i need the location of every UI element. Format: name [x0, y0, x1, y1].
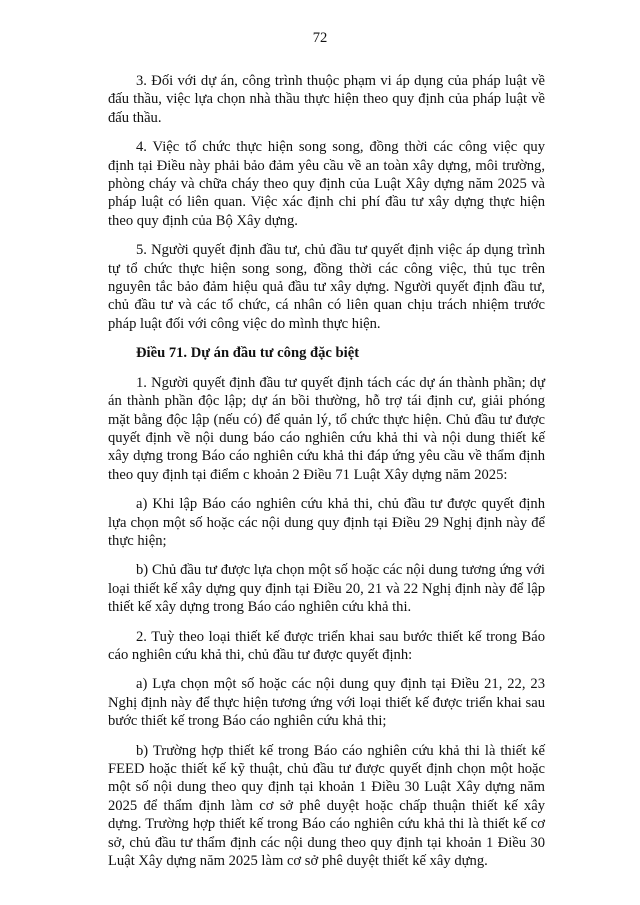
paragraph-clause-3: 3. Đối với dự án, công trình thuộc phạm vi áp dụng của pháp luật về đấu thầu, việc lựa chọn nhà thầu thực hiện theo quy định của pháp luật về đấu thầu. [108, 73, 545, 126]
page-number: 72 [312, 30, 328, 46]
paragraph-clause-2-point-b: b) Trường hợp thiết kế trong Báo cáo nghiên cứu khả thi là thiết kế FEED hoặc thiết kế kỹ thuật, chủ đầu tư được quyết định chọn một hoặc một số nội dung theo quy định tại khoản 1 Điều 30 Luật Xây dựng năm 2025 để thẩm định làm cơ sở phê duyệt hoặc chấp thuận thiết kế xây dựng. Trường hợp thiết kế trong Báo cáo nghiên cứu khả thi là thiết kế cơ sở, chủ đầu tư thẩm định các nội dung theo quy định tại khoản 1 Điều 30 Luật Xây dựng năm 2025 làm cơ sở phê duyệt thiết kế xây dựng. [108, 742, 545, 870]
paragraph-clause-1-point-a: a) Khi lập Báo cáo nghiên cứu khả thi, chủ đầu tư được quyết định lựa chọn một số hoặc các nội dung quy định tại Điều 29 Nghị định này để thực hiện; [108, 496, 545, 549]
paragraph-clause-1-point-b: b) Chủ đầu tư được lựa chọn một số hoặc các nội dung tương ứng với loại thiết kế xây dựng quy định tại Điều 20, 21 và 22 Nghị định này để lập thiết kế xây dựng trong Báo cáo nghiên cứu khả thi. [108, 562, 545, 616]
paragraph-article-71-clause-1: 1. Người quyết định đầu tư quyết định tách các dự án thành phần; dự án thành phần độc lập; dự án bồi thường, hỗ trợ tái định cư, giải phóng mặt bằng độc lập (nếu có) để quản lý, tổ chức thực hiện. Chủ đầu tư được quyết định về nội dung báo cáo nghiên cứu khả thi và nội dung thiết kế xây dựng trong Báo cáo nghiên cứu khả thi đáp ứng yêu cầu về thẩm định theo quy định tại điểm c khoản 2 Điều 71 Luật Xây dựng năm 2025: [108, 374, 545, 483]
page-content [108, 72, 545, 881]
paragraph-clause-4: 4. Việc tổ chức thực hiện song song, đồng thời các công việc quy định tại Điều này phải bảo đảm yêu cầu về an toàn xây dựng, môi trường, phòng cháy và chữa cháy theo quy định của Luật Xây dựng năm 2025 và pháp luật có liên quan. Việc xác định chi phí đầu tư xây dựng thực hiện theo quy định của Bộ Xây dựng. [108, 139, 545, 229]
paragraph-clause-2-point-a: a) Lựa chọn một số hoặc các nội dung quy định tại Điều 21, 22, 23 Nghị định này để thực hiện tương ứng với loại thiết kế được triển khai sau bước thiết kế trong Báo cáo nghiên cứu khả thi; [108, 676, 545, 730]
paragraph-clause-5: 5. Người quyết định đầu tư, chủ đầu tư quyết định việc áp dụng trình tự tổ chức thực hiện song song, đồng thời các công việc, thủ tục trên nguyên tắc bảo đảm hiệu quả đầu tư xây dựng. Người quyết định đầu tư, chủ đầu tư và các tổ chức, cá nhân có liên quan chịu trách nhiệm trước pháp luật đối với công việc do mình thực hiện. [108, 242, 545, 332]
article-71-heading: Điều 71. Dự án đầu tư công đặc biệt [136, 345, 360, 362]
paragraph-article-71-clause-2: 2. Tuỳ theo loại thiết kế được triển khai sau bước thiết kế trong Báo cáo nghiên cứu khả thi, chủ đầu tư được quyết định: [108, 628, 545, 663]
